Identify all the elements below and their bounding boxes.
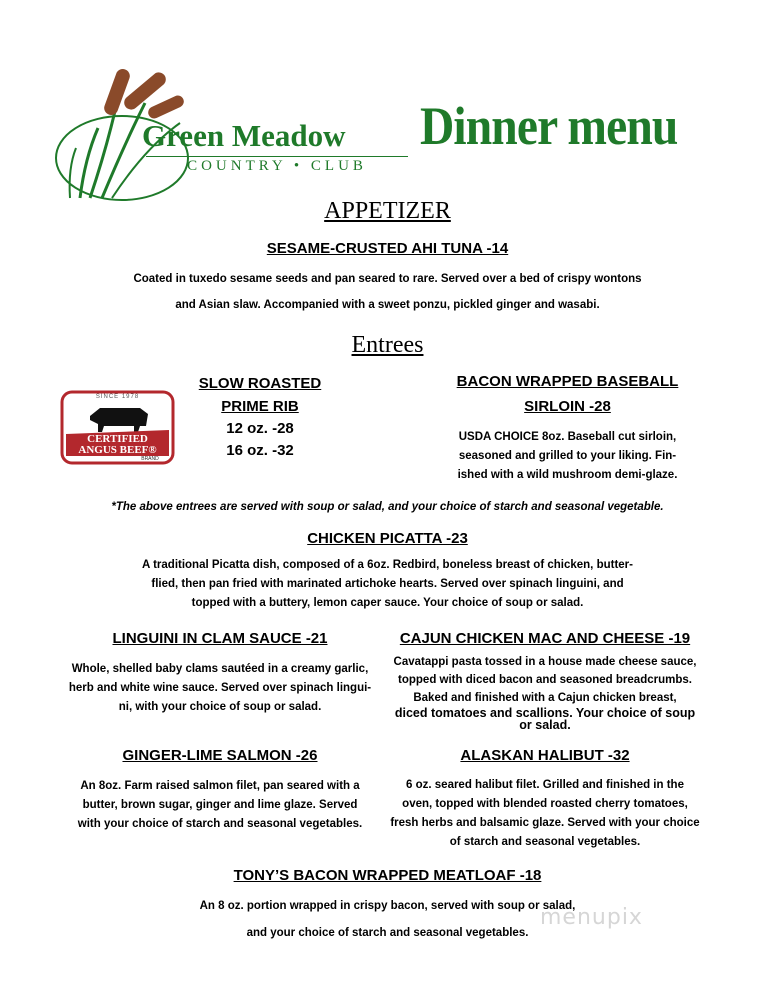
cajun-title: CAJUN CHICKEN MAC AND CHEESE -19 bbox=[399, 630, 691, 647]
sirloin-desc-1: USDA CHOICE 8oz. Baseball cut sirloin, bbox=[458, 431, 677, 443]
meatloaf-desc-2: and your choice of starch and seasonal vegetables. bbox=[246, 927, 529, 939]
cajun-desc-3: Baked and finished with a Cajun chicken breast, bbox=[413, 692, 677, 704]
club-logo bbox=[50, 48, 420, 203]
sirloin-title-2: SIRLOIN -28 bbox=[524, 398, 611, 415]
halibut-desc-4: of starch and seasonal vegetables. bbox=[449, 836, 641, 848]
prime-rib-title-1: SLOW ROASTED bbox=[198, 375, 322, 392]
cajun-desc-5: or salad. bbox=[519, 718, 571, 732]
cajun-desc-4: diced tomatoes and scallions. Your choice of soup bbox=[394, 706, 696, 720]
badge-brand: BRAND bbox=[141, 456, 159, 462]
sirloin-desc-2: seasoned and grilled to your liking. Fin- bbox=[458, 450, 677, 462]
ahi-tuna-title: SESAME-CRUSTED AHI TUNA -14 bbox=[266, 240, 509, 257]
menupix-watermark: menupix bbox=[540, 905, 643, 930]
entrees-note: *The above entrees are served with soup or salad, and your choice of starch and seasonal vegetable. bbox=[111, 501, 664, 513]
halibut-desc-3: fresh herbs and balsamic glaze. Served with your choice bbox=[390, 817, 700, 829]
picatta-desc-1: A traditional Picatta dish, composed of a 6oz. Redbird, boneless breast of chicken, butter- bbox=[142, 559, 633, 571]
salmon-title: GINGER-LIME SALMON -26 bbox=[122, 747, 318, 764]
meatloaf-desc-1: An 8 oz. portion wrapped in crispy bacon, served with soup or salad, bbox=[199, 900, 576, 912]
salmon-desc-1: An 8oz. Farm raised salmon filet, pan seared with a bbox=[80, 780, 360, 792]
ahi-tuna-desc-1: Coated in tuxedo sesame seeds and pan seared to rare. Served over a bed of crispy wontons bbox=[133, 273, 642, 285]
cajun-desc-2: topped with diced bacon and seasoned breadcrumbs. bbox=[398, 674, 692, 686]
entrees-heading: Entrees bbox=[351, 332, 424, 358]
linguini-title: LINGUINI IN CLAM SAUCE -21 bbox=[112, 630, 328, 647]
meatloaf-title: TONY’S BACON WRAPPED MEATLOAF -18 bbox=[233, 867, 542, 884]
linguini-desc-3: ni, with your choice of soup or salad. bbox=[118, 701, 322, 713]
prime-rib-title-2: PRIME RIB bbox=[221, 398, 299, 415]
badge-line1: CERTIFIED bbox=[87, 433, 148, 445]
halibut-desc-2: oven, topped with blended roasted cherry tomatoes, bbox=[402, 798, 688, 810]
linguini-desc-1: Whole, shelled baby clams sautéed in a creamy garlic, bbox=[71, 663, 369, 675]
certified-angus-badge bbox=[60, 390, 175, 465]
menu-title: Dinner menu bbox=[420, 96, 678, 156]
logo-divider bbox=[146, 156, 408, 157]
salmon-desc-2: butter, brown sugar, ginger and lime glaze. Served bbox=[82, 799, 358, 811]
picatta-desc-2: flied, then pan fried with marinated artichoke hearts. Served over spinach linguini, and bbox=[151, 578, 624, 590]
badge-line2: ANGUS BEEF® bbox=[78, 444, 157, 456]
logo-name: Green Meadow bbox=[142, 118, 346, 153]
sirloin-title-1: BACON WRAPPED BASEBALL bbox=[456, 373, 679, 390]
logo-subtitle: COUNTRY • CLUB bbox=[187, 158, 367, 174]
halibut-title: ALASKAN HALIBUT -32 bbox=[460, 747, 630, 764]
halibut-desc-1: 6 oz. seared halibut filet. Grilled and finished in the bbox=[406, 779, 684, 791]
prime-rib-price-16: 16 oz. -32 bbox=[226, 442, 294, 459]
salmon-desc-3: with your choice of starch and seasonal vegetables. bbox=[77, 818, 363, 830]
cajun-desc-1: Cavatappi pasta tossed in a house made cheese sauce, bbox=[393, 656, 697, 668]
picatta-desc-3: topped with a buttery, lemon caper sauce. Your choice of soup or salad. bbox=[191, 597, 584, 609]
linguini-desc-2: herb and white wine sauce. Served over spinach lingui- bbox=[68, 682, 372, 694]
ahi-tuna-desc-2: and Asian slaw. Accompanied with a sweet ponzu, pickled ginger and wasabi. bbox=[175, 299, 600, 311]
badge-since: SINCE 1978 bbox=[95, 394, 140, 400]
picatta-title: CHICKEN PICATTA -23 bbox=[307, 530, 468, 547]
sirloin-desc-3: ished with a wild mushroom demi-glaze. bbox=[457, 469, 678, 481]
appetizer-heading: APPETIZER bbox=[324, 198, 451, 224]
prime-rib-price-12: 12 oz. -28 bbox=[226, 420, 294, 437]
